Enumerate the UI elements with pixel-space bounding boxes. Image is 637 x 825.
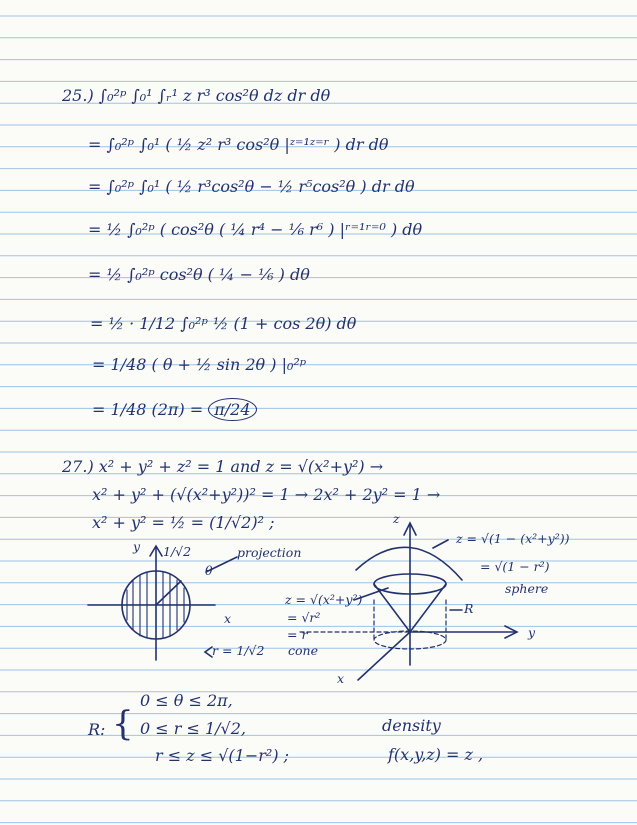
3d-x-label: x	[337, 671, 345, 686]
problem-25-line-5: = ½ ∫₀²ᵖ cos²θ ( ¼ − ⅙ ) dθ	[88, 265, 310, 284]
problem-25-line-3: = ∫₀²ᵖ ∫₀¹ ( ½ r³cos²θ − ½ r⁵cos²θ ) dr dθ	[88, 177, 415, 196]
cone-eq: z = √(x²+y²)	[285, 592, 363, 607]
problem-25-line-2: = ∫₀²ᵖ ∫₀¹ ( ½ z² r³ cos²θ |ᶻ⁼¹ᶻ⁼ʳ ) dr dθ	[88, 135, 389, 154]
problem-25-line-7: = 1/48 ( θ + ½ sin 2θ ) |₀²ᵖ	[92, 355, 307, 374]
sphere-eq-2: = √(1 − r²)	[480, 559, 550, 574]
boxed-answer: π/24	[208, 398, 256, 421]
sphere-eq: z = √(1 − (x²+y²))	[456, 531, 570, 546]
region-condition-3: r ≤ z ≤ √(1−r²) ;	[155, 746, 290, 765]
3d-x-axis	[358, 632, 410, 680]
region-brace: {	[112, 704, 134, 744]
3d-z-label: z	[393, 511, 400, 526]
problem-25-line-6: = ½ · 1/12 ∫₀²ᵖ ½ (1 + cos 2θ) dθ	[90, 314, 357, 333]
3d-y-label: y	[528, 625, 536, 640]
region-condition-2: 0 ≤ r ≤ 1/√2,	[140, 719, 247, 738]
problem-25-line-1: 25.) ∫₀²ᵖ ∫₀¹ ∫ᵣ¹ z r³ cos²θ dz dr dθ	[62, 86, 331, 105]
2d-x-label: x	[224, 611, 232, 626]
region-label: R:	[88, 720, 106, 739]
sphere-pointer	[433, 540, 448, 548]
problem-25-line-4: = ½ ∫₀²ᵖ ( cos²θ ( ¼ r⁴ − ⅙ r⁶ ) |ʳ⁼¹ʳ⁼⁰ ) dθ	[88, 220, 423, 239]
2d-y-label: y	[133, 539, 141, 554]
problem-27-line-2: x² + y² + (√(x²+y²))² = 1 → 2x² + 2y² = 1 →	[92, 485, 441, 504]
radius-label: r = 1/√2	[212, 643, 265, 658]
region-condition-1: 0 ≤ θ ≤ 2π,	[140, 691, 233, 710]
density-formula: f(x,y,z) = z ,	[388, 745, 484, 764]
cone-right	[410, 584, 446, 632]
cylinder-dashes	[300, 600, 446, 649]
2d-y-tick-label: 1/√2	[163, 544, 192, 559]
cone-eq-2: = √r²	[287, 610, 321, 625]
projection-label: projection	[237, 545, 302, 560]
sphere-cap	[356, 547, 462, 580]
problem-27-line-1: 27.) x² + y² + z² = 1 and z = √(x²+y²) →	[62, 457, 384, 476]
problem-27-line-3: x² + y² = ½ = (1/√2)² ;	[92, 513, 275, 532]
R-label: R	[464, 601, 474, 616]
cone-label: cone	[288, 643, 318, 658]
density-label: density	[382, 716, 441, 735]
theta-label: θ	[205, 563, 213, 578]
cone-eq-3: = r	[287, 627, 308, 642]
r-label-arrow	[205, 647, 212, 657]
sphere-label: sphere	[505, 581, 549, 596]
problem-25-line-8-expr: = 1/48 (2π) =	[92, 400, 209, 419]
